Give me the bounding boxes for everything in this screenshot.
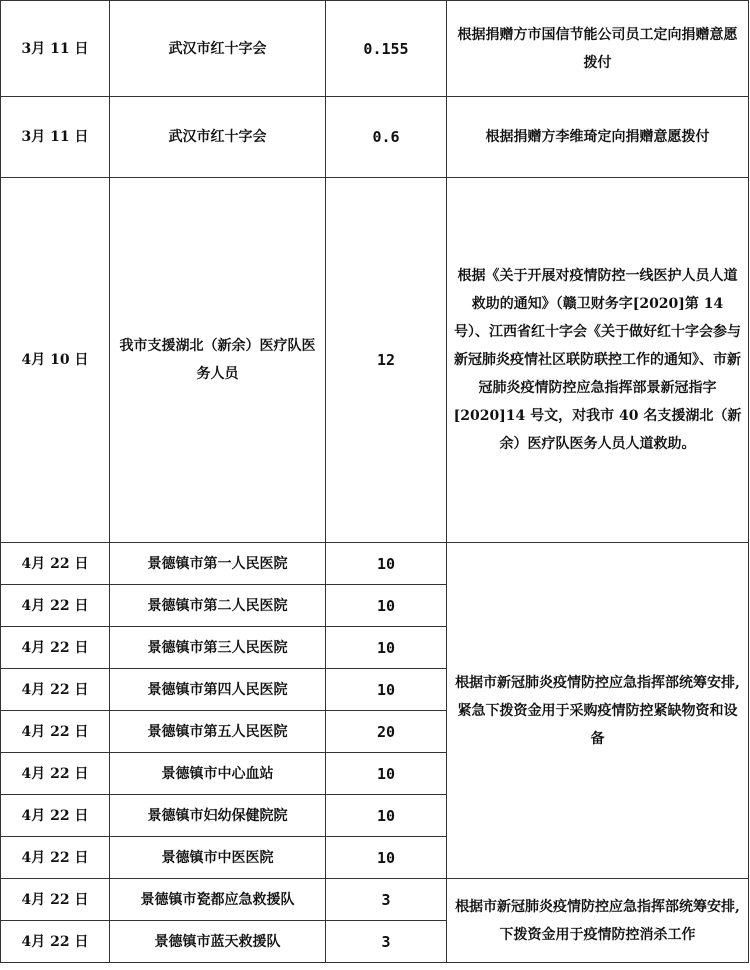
- amount-cell: 12: [326, 178, 447, 543]
- table-row: [1, 1, 749, 97]
- group-basis-cell: 根据市新冠肺炎疫情防控应急指挥部统筹安排,紧急下拨资金用于采购疫情防控紧缺物资和设备: [447, 543, 749, 879]
- recipient-cell: 景德镇市中心血站: [110, 753, 326, 795]
- date-cell: 4月 22 日: [1, 921, 110, 963]
- date-cell: 4月 22 日: [1, 585, 110, 627]
- amount-cell: 10: [326, 585, 447, 627]
- recipient-cell: 景德镇市妇幼保健院院: [110, 795, 326, 837]
- table-row: [1, 543, 749, 585]
- recipient-cell: 武汉市红十字会: [110, 1, 326, 97]
- amount-cell: 10: [326, 753, 447, 795]
- recipient-cell: 景德镇市瓷都应急救援队: [110, 879, 326, 921]
- basis-cell: 根据《关于开展对疫情防控一线医护人员人道救助的通知》（赣卫财务字[2020]第 14 号）、江西省红十字会《关于做好红十字会参与新冠肺炎疫情社区联防联控工作的通知》、市新冠肺炎疫情防控应急指挥部景新冠指字[2020]14 号文，对我市 40 名支援湖北（新余）医疗队医务人员人道救助。: [447, 178, 749, 543]
- recipient-cell: 武汉市红十字会: [110, 97, 326, 178]
- amount-cell: 3: [326, 921, 447, 963]
- amount-cell: 10: [326, 543, 447, 585]
- date-cell: 4月 22 日: [1, 837, 110, 879]
- recipient-cell: 景德镇市中医医院: [110, 837, 326, 879]
- amount-cell: 10: [326, 669, 447, 711]
- amount-cell: 0.155: [326, 1, 447, 97]
- amount-cell: 10: [326, 837, 447, 879]
- date-cell: 4月 22 日: [1, 879, 110, 921]
- table-row: [1, 879, 749, 921]
- recipient-cell: 我市支援湖北（新余）医疗队医务人员: [110, 178, 326, 543]
- date-cell: 4月 22 日: [1, 543, 110, 585]
- recipient-cell: 景德镇市第四人民医院: [110, 669, 326, 711]
- group-basis-cell: 根据市新冠肺炎疫情防控应急指挥部统筹安排,下拨资金用于疫情防控消杀工作: [447, 879, 749, 963]
- date-cell: 3月 11 日: [1, 97, 110, 178]
- recipient-cell: 景德镇市第一人民医院: [110, 543, 326, 585]
- recipient-cell: 景德镇市第三人民医院: [110, 627, 326, 669]
- table-row: [1, 97, 749, 178]
- amount-cell: 3: [326, 879, 447, 921]
- date-cell: 4月 22 日: [1, 753, 110, 795]
- amount-cell: 10: [326, 795, 447, 837]
- recipient-cell: 景德镇市第二人民医院: [110, 585, 326, 627]
- recipient-cell: 景德镇市第五人民医院: [110, 711, 326, 753]
- amount-cell: 0.6: [326, 97, 447, 178]
- basis-cell: 根据捐赠方李维琦定向捐赠意愿拨付: [447, 97, 749, 178]
- date-cell: 4月 10 日: [1, 178, 110, 543]
- amount-cell: 20: [326, 711, 447, 753]
- table-row: [1, 178, 749, 543]
- date-cell: 4月 22 日: [1, 711, 110, 753]
- date-cell: 4月 22 日: [1, 795, 110, 837]
- amount-cell: 10: [326, 627, 447, 669]
- date-cell: 3月 11 日: [1, 1, 110, 97]
- date-cell: 4月 22 日: [1, 627, 110, 669]
- recipient-cell: 景德镇市蓝天救援队: [110, 921, 326, 963]
- date-cell: 4月 22 日: [1, 669, 110, 711]
- basis-cell: 根据捐赠方市国信节能公司员工定向捐赠意愿拨付: [447, 1, 749, 97]
